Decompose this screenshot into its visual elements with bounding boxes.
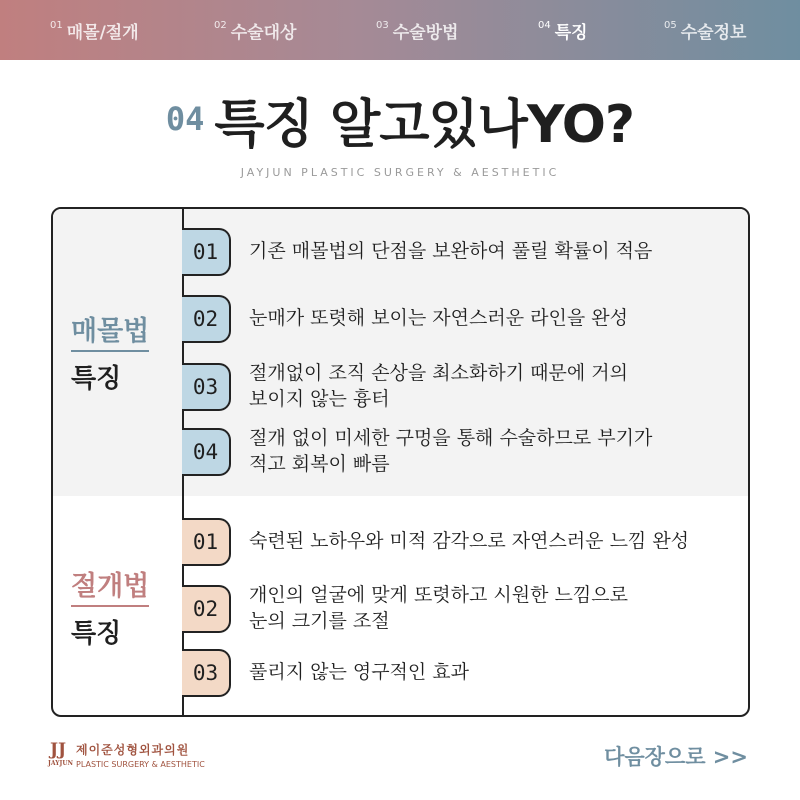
nav-tab-label: 수술정보 <box>680 22 747 43</box>
item-line: 풀리지 않는 영구적인 효과 <box>249 661 470 684</box>
nav-tab-4[interactable] <box>538 0 588 60</box>
item-line: 개인의 얼굴에 맞게 또렷하고 시원한 느낌으로 <box>249 584 628 606</box>
item-line: 기존 매몰법의 단점을 보완하여 풀릴 확률이 적음 <box>249 240 653 263</box>
nav-tab-2[interactable] <box>214 0 296 60</box>
nav-tab-number: 02 <box>214 19 227 31</box>
item-number-badge: 02 <box>182 295 231 343</box>
logo-mark <box>48 740 74 770</box>
features-panel <box>51 207 750 717</box>
list-item <box>182 426 652 477</box>
item-line: 눈매가 또렷해 보이는 자연스러운 라인을 완성 <box>249 307 628 330</box>
list-item <box>182 295 628 343</box>
nav-tab-label: 특징 <box>554 22 588 43</box>
nav-tab-5[interactable] <box>664 0 746 60</box>
item-number-badge: 03 <box>182 363 231 411</box>
section-label-maemol <box>71 309 149 395</box>
logo-text <box>76 741 205 769</box>
logo-korean-name: 제이준성형외과의원 <box>76 743 190 757</box>
logo-mark-letters: JJ <box>50 740 67 760</box>
list-item <box>182 518 689 566</box>
section-name: 절개법 <box>71 564 149 607</box>
item-text <box>249 529 689 555</box>
nav-tab-1[interactable] <box>50 0 139 60</box>
item-number-badge: 01 <box>182 228 231 276</box>
item-text <box>249 583 628 634</box>
section-name: 매몰법 <box>71 309 149 352</box>
page-title: 특징 알고있나YO? <box>214 95 635 155</box>
item-text <box>249 361 628 412</box>
item-text <box>249 239 652 265</box>
item-line: 절개없이 조직 손상을 최소화하기 때문에 거의 <box>249 362 628 384</box>
nav-tab-number: 04 <box>538 19 551 31</box>
list-item <box>182 649 469 697</box>
nav-tab-number: 01 <box>50 19 63 31</box>
item-number-badge: 01 <box>182 518 231 566</box>
logo-english-name: PLASTIC SURGERY & AESTHETIC <box>76 760 205 769</box>
section-sub: 특징 <box>71 619 122 649</box>
section-label-jeolgae <box>71 564 149 650</box>
nav-tab-label: 매몰/절개 <box>66 22 139 43</box>
item-line: 적고 회복이 빠름 <box>249 452 390 475</box>
logo-mark-sub: JAYJUN <box>48 760 74 767</box>
list-item <box>182 228 652 276</box>
page-subtitle: JAYJUN PLASTIC SURGERY & AESTHETIC <box>240 166 560 179</box>
section-sub: 특징 <box>71 364 122 394</box>
top-navigation <box>0 0 800 60</box>
clinic-logo <box>50 740 205 770</box>
list-item <box>182 583 628 634</box>
item-number-badge: 04 <box>182 428 231 476</box>
item-line: 절개 없이 미세한 구멍을 통해 수술하므로 부기가 <box>249 427 653 449</box>
item-line: 눈의 크기를 조절 <box>249 609 390 632</box>
item-number-badge: 02 <box>182 585 231 633</box>
nav-tab-3[interactable] <box>376 0 458 60</box>
page-heading <box>0 82 800 157</box>
nav-tab-label: 수술방법 <box>392 22 459 43</box>
item-text <box>249 426 652 477</box>
nav-tab-label: 수술대상 <box>230 22 297 43</box>
next-page-link[interactable]: 다음장으로 >> <box>604 745 748 769</box>
item-text <box>249 306 628 332</box>
heading-number: 04 <box>165 100 205 138</box>
nav-tab-number: 05 <box>664 19 677 31</box>
item-line: 숙련된 노하우와 미적 감각으로 자연스러운 느낌 완성 <box>249 530 690 553</box>
nav-tab-number: 03 <box>376 19 389 31</box>
item-text <box>249 660 469 686</box>
item-number-badge: 03 <box>182 649 231 697</box>
item-line: 보이지 않는 흉터 <box>249 387 390 410</box>
list-item <box>182 361 628 412</box>
